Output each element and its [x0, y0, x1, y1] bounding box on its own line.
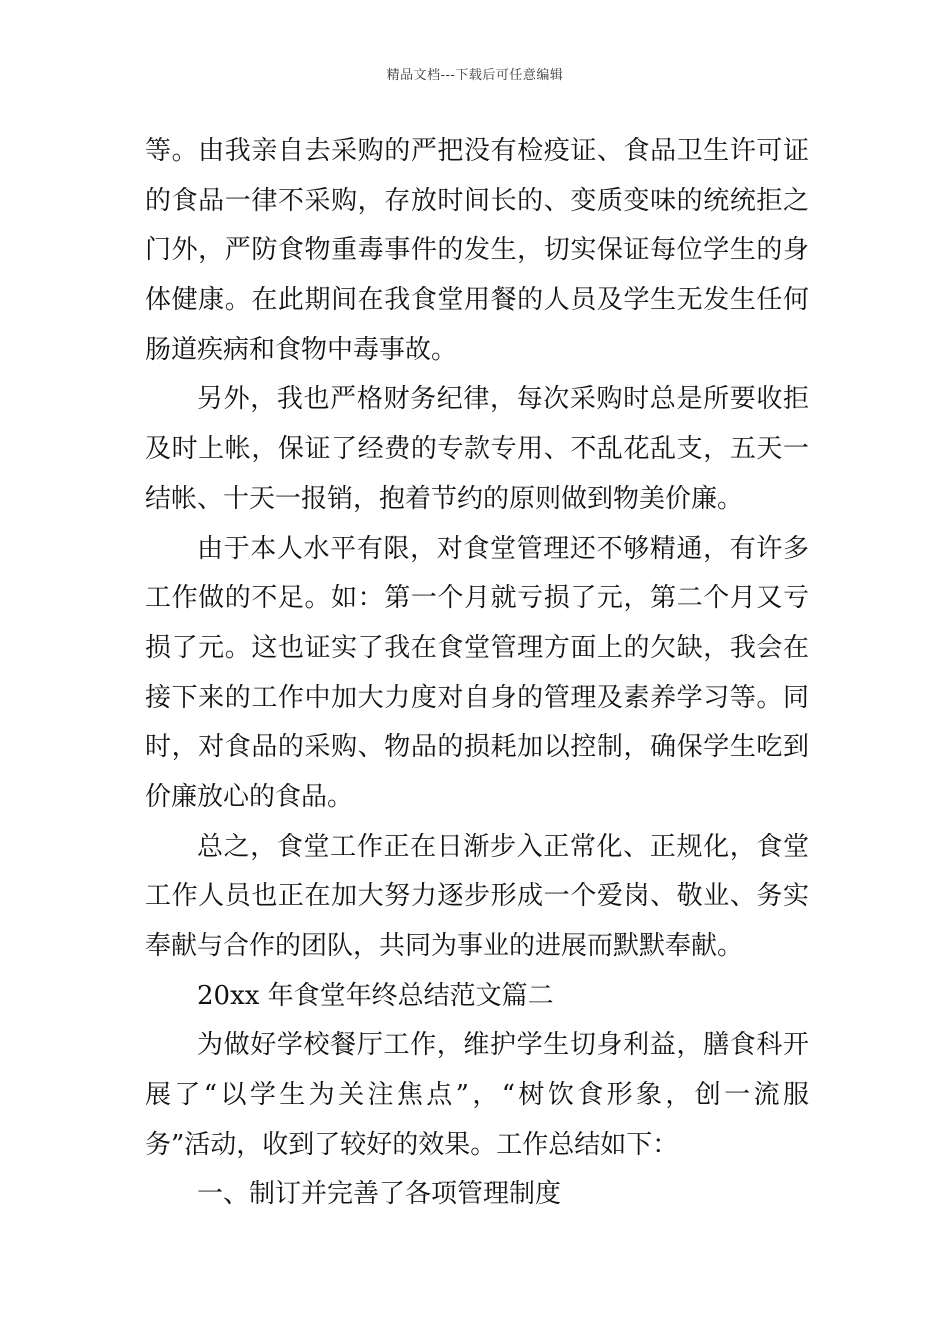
paragraph-first-line: 另外，我也严格财务纪律，每次采购时总是所要收拒: [197, 384, 809, 415]
paragraph-line: 肠道疾病和食物中毒事故。: [145, 334, 458, 365]
paragraph-first-line: 总之，食堂工作正在日渐步入正常化、正规化，食堂: [197, 831, 809, 862]
paragraph-line: 务”活动，收到了较好的效果。工作总结如下：: [145, 1129, 679, 1160]
paragraph-line: 工作做的不足。如：第一个月就亏损了元，第二个月又亏: [145, 583, 809, 614]
paragraph-first-line: 为做好学校餐厅工作，维护学生切身利益，膳食科开: [197, 1030, 809, 1061]
paragraph-line: 时，对食品的采购、物品的损耗加以控制，确保学生吃到: [145, 732, 809, 763]
paragraph-line: 价廉放心的食品。: [145, 781, 354, 812]
paragraph-line: 结帐、十天一报销，抱着节约的原则做到物美价廉。: [145, 483, 744, 514]
page-header: 精品文档---下载后可任意编辑: [386, 68, 564, 83]
paragraph-first-line: 由于本人水平有限，对食堂管理还不够精通，有许多: [197, 533, 809, 564]
paragraph-line: 工作人员也正在加大努力逐步形成一个爱岗、敬业、务实: [145, 881, 809, 912]
paragraph-line: 等。由我亲自去采购的严把没有检疫证、食品卫生许可证: [145, 136, 809, 166]
paragraph-line: 的食品一律不采购，存放时间长的、变质变味的统统拒之: [145, 185, 809, 216]
paragraph-line: 接下来的工作中加大力度对自身的管理及素养学习等。同: [145, 682, 809, 713]
paragraph-line: 体健康。在此期间在我食堂用餐的人员及学生无发生任何: [145, 285, 809, 316]
paragraph-line: 奉献与合作的团队，共同为事业的进展而默默奉献。: [145, 931, 744, 961]
section-heading: 20xx 年食堂年终总结范文篇二: [197, 980, 554, 1011]
subsection-heading: 一、制订并完善了各项管理制度: [197, 1179, 562, 1210]
paragraph-line: 损了元。这也证实了我在食堂管理方面上的欠缺，我会在: [145, 632, 809, 663]
paragraph-line: 门外，严防食物重毒事件的发生，切实保证每位学生的身: [145, 235, 809, 266]
paragraph-line: 展了“以学生为关注焦点”，“树饮食形象，创一流服: [145, 1080, 809, 1111]
document-body: [145, 127, 809, 1220]
paragraph-line: 及时上帐，保证了经费的专款专用、不乱花乱支，五天一: [145, 434, 809, 465]
